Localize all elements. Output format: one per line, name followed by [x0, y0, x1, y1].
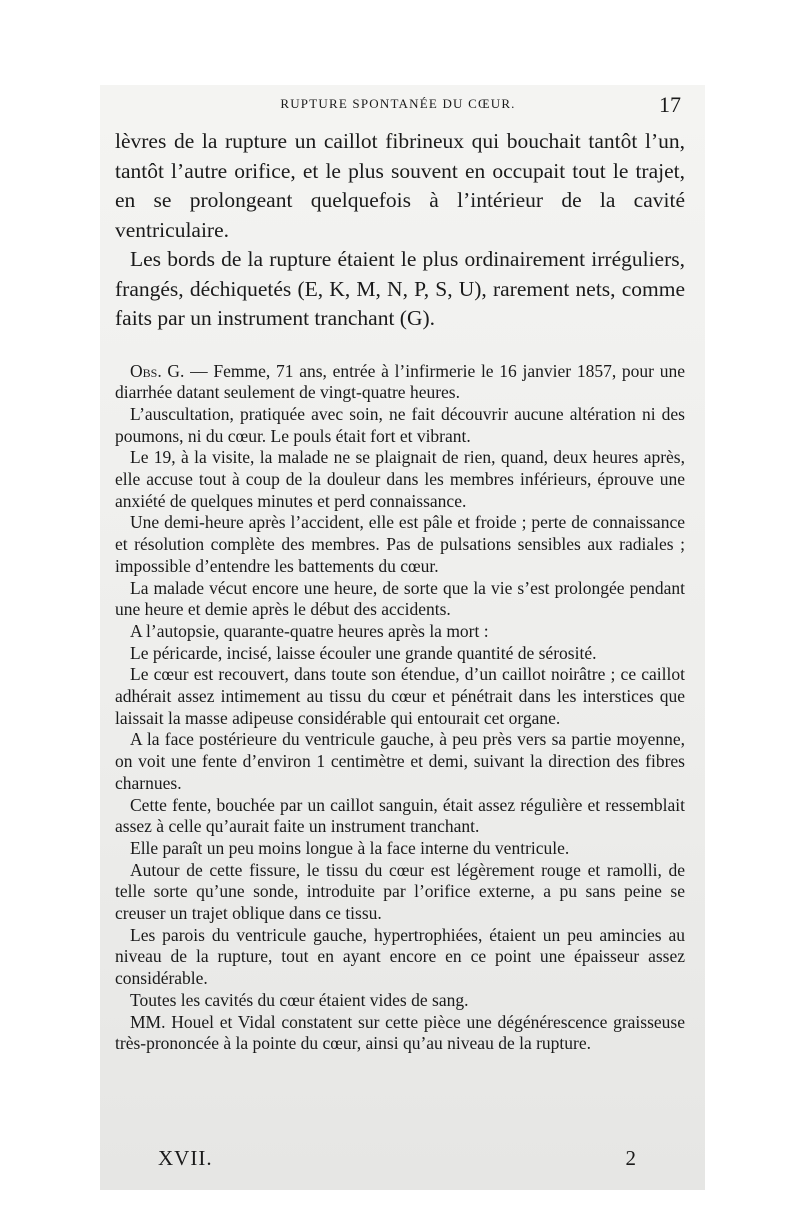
- page-footer: [158, 1146, 636, 1176]
- running-title: RUPTURE SPONTANÉE DU CŒUR.: [280, 96, 516, 111]
- observation-paragraph: Cette fente, bouchée par un caillot sanguin, était assez régulière et ressemblait assez à celle qu’aurait faite un instrument tranchant.: [115, 794, 685, 837]
- main-paragraph: lèvres de la rupture un caillot fibrineux qui bouchait tantôt l’un, tantôt l’autre orifice, et le plus souvent en occupait tout le trajet, en se prolongeant quelquefois à l’intérieur de la cavité ventriculaire.: [115, 129, 685, 242]
- observation-paragraph: A l’autopsie, quarante-quatre heures après la mort :: [130, 620, 489, 641]
- observation-paragraph: Une demi-heure après l’accident, elle est pâle et froide ; perte de connaissance et résolution complète des membres. Pas de pulsations sensibles aux radiales ; impossible d’entendre les battements du cœur.: [115, 512, 685, 576]
- observation-paragraph: Autour de cette fissure, le tissu du cœur est légèrement rouge et ramolli, de telle sorte qu’une sonde, introduite par l’orifice externe, a pu sans peine se creuser un trajet oblique dans ce tissu.: [115, 859, 685, 924]
- observation-intro: — Femme, 71 ans, entrée à l’infirmerie le 16 janvier 1857, pour une diarrhée datant seulement de vingt-quatre heures.: [115, 360, 685, 403]
- observation-paragraph: [115, 361, 685, 404]
- observation-paragraph: Le cœur est recouvert, dans toute son étendue, d’un caillot noirâtre ; ce caillot adhérait assez intimement au tissu du cœur et pénétrait dans les interstices que laissait la masse adipeuse considérable qui entourait cet organe.: [115, 664, 685, 728]
- observation-paragraph: Le 19, à la visite, la malade ne se plaignait de rien, quand, deux heures après, elle accuse tout à coup de la douleur dans les membres inférieurs, éprouve une anxiété de quelques minutes et perd connaissance.: [115, 447, 685, 511]
- observation-paragraph: Toutes les cavités du cœur étaient vides de sang.: [130, 989, 469, 1010]
- observation-label: Obs. G.: [130, 360, 185, 381]
- observation-paragraph: Les parois du ventricule gauche, hypertrophiées, étaient un peu amincies au niveau de la rupture, tout en ayant encore en ce point une épaisseur assez considérable.: [115, 924, 685, 989]
- main-paragraph: Les bords de la rupture étaient le plus ordinairement irréguliers, frangés, déchiquetés (E, K, M, N, P, S, U), rarement nets, comme faits par un instrument tranchant (G).: [115, 247, 685, 330]
- observation-paragraph: Le péricarde, incisé, laisse écouler une grande quantité de sérosité.: [130, 642, 597, 663]
- observation-block: [115, 361, 685, 1056]
- signature-mark: XVII.: [158, 1146, 213, 1170]
- observation-paragraph: A la face postérieure du ventricule gauche, à peu près vers sa partie moyenne, on voit une fente d’environ 1 centimètre et demi, suivant la direction des fibres charnues.: [115, 729, 685, 793]
- observation-paragraph: Elle paraît un peu moins longue à la face interne du ventricule.: [130, 837, 570, 858]
- observation-paragraph: MM. Houel et Vidal constatent sur cette pièce une dégénérescence graisseuse très-prononcée à la pointe du cœur, ainsi qu’au niveau de la rupture.: [115, 1011, 685, 1054]
- observation-paragraph: La malade vécut encore une heure, de sorte que la vie s’est prolongée pendant une heure et demie après le début des accidents.: [115, 577, 685, 620]
- observation-paragraph: L’auscultation, pratiquée avec soin, ne fait découvrir aucune altération ni des poumons, ni du cœur. Le pouls était fort et vibrant.: [115, 403, 685, 446]
- main-text: [115, 127, 685, 334]
- page-number: 17: [659, 92, 681, 117]
- page-header: [115, 92, 681, 117]
- page-body: [115, 127, 685, 1055]
- sheet-number: 2: [625, 1146, 636, 1170]
